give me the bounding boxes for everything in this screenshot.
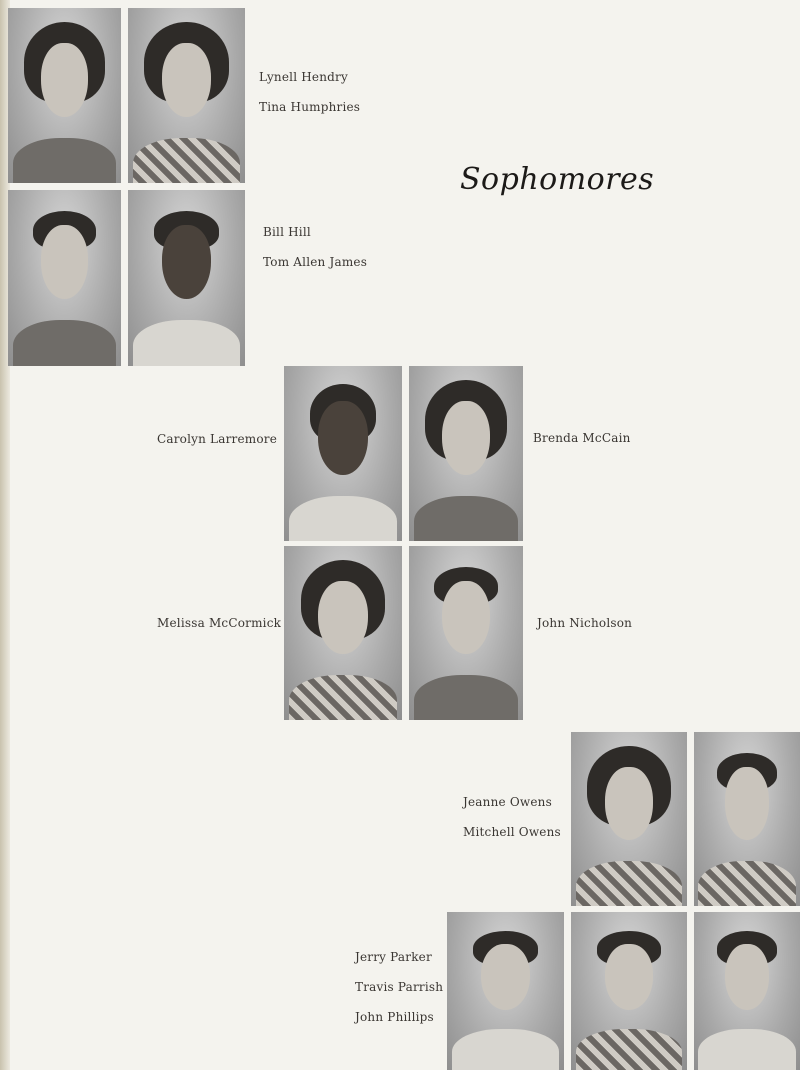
student-name: Tina Humphries — [259, 100, 361, 114]
section-title: Sophomores — [460, 162, 655, 197]
portrait-john-phillips — [694, 912, 800, 1070]
portrait-jerry-parker — [447, 912, 564, 1070]
student-name: Jeanne Owens — [463, 795, 552, 809]
student-name: Brenda McCain — [533, 431, 631, 445]
portrait-melissa-mccormick — [284, 546, 402, 720]
portrait-john-nicholson — [409, 546, 523, 720]
portrait-tom-allen-james — [128, 190, 245, 366]
portrait-mitchell-owens — [694, 732, 800, 906]
portrait-brenda-mccain — [409, 366, 523, 541]
student-name: Jerry Parker — [355, 950, 432, 964]
student-name: Bill Hill — [263, 225, 311, 239]
student-name: John Nicholson — [537, 616, 633, 630]
portrait-carolyn-larremore — [284, 366, 402, 541]
student-name: Melissa McCormick — [157, 616, 282, 630]
portrait-bill-hill — [8, 190, 121, 366]
portrait-jeanne-owens — [571, 732, 687, 906]
portrait-lynell-hendry — [8, 8, 121, 183]
student-name: Mitchell Owens — [463, 825, 561, 839]
portrait-tina-humphries — [128, 8, 245, 183]
student-name: Travis Parrish — [355, 980, 444, 994]
student-name: Carolyn Larremore — [157, 432, 277, 446]
portrait-travis-parrish — [571, 912, 687, 1070]
student-name: John Phillips — [355, 1010, 434, 1024]
student-name: Lynell Hendry — [259, 70, 348, 84]
student-name: Tom Allen James — [263, 255, 368, 269]
